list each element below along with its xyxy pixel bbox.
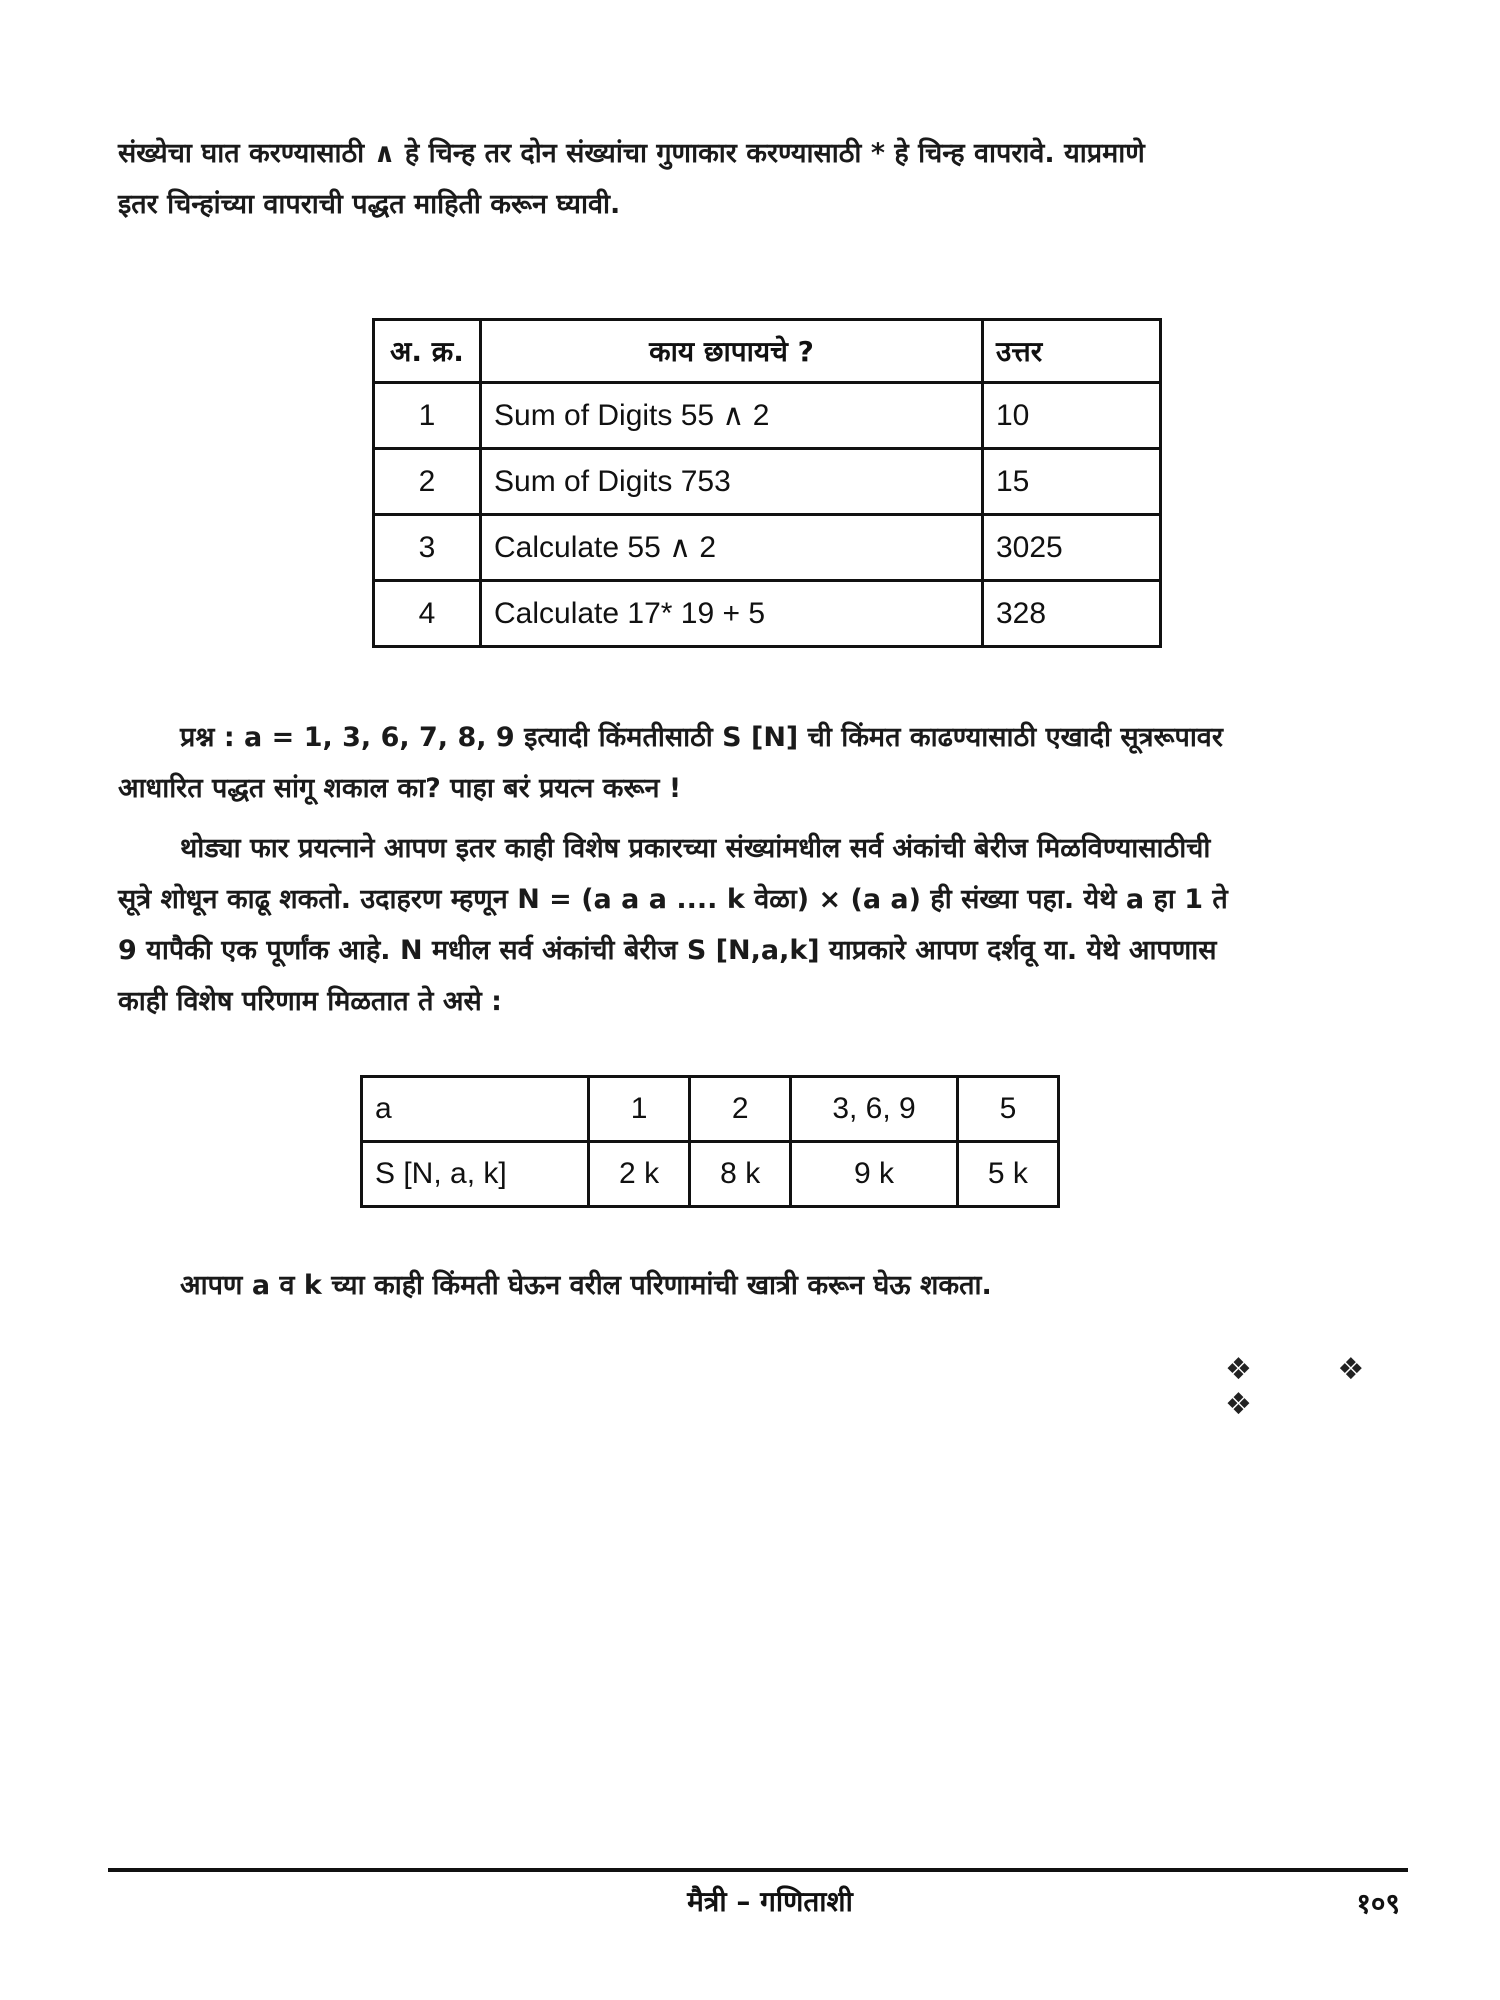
table-row (374, 581, 1161, 647)
row-serial: 2 (374, 449, 481, 515)
cell-a-label: a (362, 1077, 589, 1142)
header-serial: अ. क्र. (374, 320, 481, 383)
cell-a-value: 5 (957, 1077, 1058, 1142)
footer-book-title: मैत्री – गणिताशी (687, 1885, 853, 1918)
explanation-paragraph (118, 823, 1408, 1027)
row-answer: 15 (983, 449, 1161, 515)
row-answer: 328 (983, 581, 1161, 647)
explanation-line-2: सूत्रे शोधून काढू शकतो. उदाहरण म्हणून N = (a a a .... k वेळा) × (a a) ही संख्या पहा. येथे a हा 1 ते (118, 884, 1228, 915)
table-row (374, 515, 1161, 581)
question-line-2: आधारित पद्धत सांगू शकाल का? पाहा बरं प्रयत्न करून ! (118, 773, 682, 804)
row-command: Calculate 55 ∧ 2 (481, 515, 983, 581)
closing-paragraph (118, 1260, 1408, 1311)
explanation-line-3: 9 यापैकी एक पूर्णांक आहे. N मधील सर्व अंकांची बेरीज S [N,a,k] याप्रकारे आपण दर्शवू या. येथे आपणास (118, 935, 1217, 966)
cell-s-label: S [N, a, k] (362, 1142, 589, 1207)
row-command: Sum of Digits 55 ∧ 2 (481, 383, 983, 449)
cell-a-value: 3, 6, 9 (791, 1077, 958, 1142)
digit-sum-table (360, 1075, 1060, 1208)
row-command: Sum of Digits 753 (481, 449, 983, 515)
intro-paragraph (118, 128, 1408, 230)
closing-line: आपण a व k च्या काही किंमती घेऊन वरील परिणामांची खात्री करून घेऊ शकता. (180, 1270, 992, 1301)
question-line-1: प्रश्न : a = 1, 3, 6, 7, 8, 9 इत्यादी किंमतीसाठी S [N] ची किंमत काढण्यासाठी एखादी सूत्ररूपावर (180, 722, 1223, 753)
header-answer: उत्तर (983, 320, 1161, 383)
table-row-s (362, 1142, 1059, 1207)
cell-s-value: 8 k (690, 1142, 791, 1207)
table-header-row (374, 320, 1161, 383)
cell-s-value: 9 k (791, 1142, 958, 1207)
table-row (374, 383, 1161, 449)
explanation-line-1: थोड्या फार प्रयत्नाने आपण इतर काही विशेष प्रकारच्या संख्यांमधील सर्व अंकांची बेरीज मिळविण्यासाठीची (180, 833, 1211, 864)
row-serial: 3 (374, 515, 481, 581)
row-serial: 1 (374, 383, 481, 449)
explanation-line-4: काही विशेष परिणाम मिळतात ते असे : (118, 986, 502, 1017)
row-answer: 3025 (983, 515, 1161, 581)
section-end-ornament: ❖ ❖ ❖ (1225, 1352, 1403, 1422)
row-command: Calculate 17* 19 + 5 (481, 581, 983, 647)
cell-s-value: 2 k (589, 1142, 690, 1207)
footer-divider (108, 1868, 1408, 1872)
intro-line-1: संख्येचा घात करण्यासाठी ∧ हे चिन्ह तर दोन संख्यांचा गुणाकार करण्यासाठी * हे चिन्ह वापरावे. याप्रमाणे (118, 138, 1145, 169)
intro-line-2: इतर चिन्हांच्या वापराची पद्धत माहिती करून घ्यावी. (118, 189, 621, 220)
cell-a-value: 1 (589, 1077, 690, 1142)
table-row-a (362, 1077, 1059, 1142)
row-serial: 4 (374, 581, 481, 647)
table-row (374, 449, 1161, 515)
cell-s-value: 5 k (957, 1142, 1058, 1207)
header-what-to-print: काय छापायचे ? (481, 320, 983, 383)
cell-a-value: 2 (690, 1077, 791, 1142)
commands-table (372, 318, 1162, 648)
row-answer: 10 (983, 383, 1161, 449)
question-paragraph (118, 712, 1408, 814)
page-number: १०९ (1356, 1887, 1400, 1920)
